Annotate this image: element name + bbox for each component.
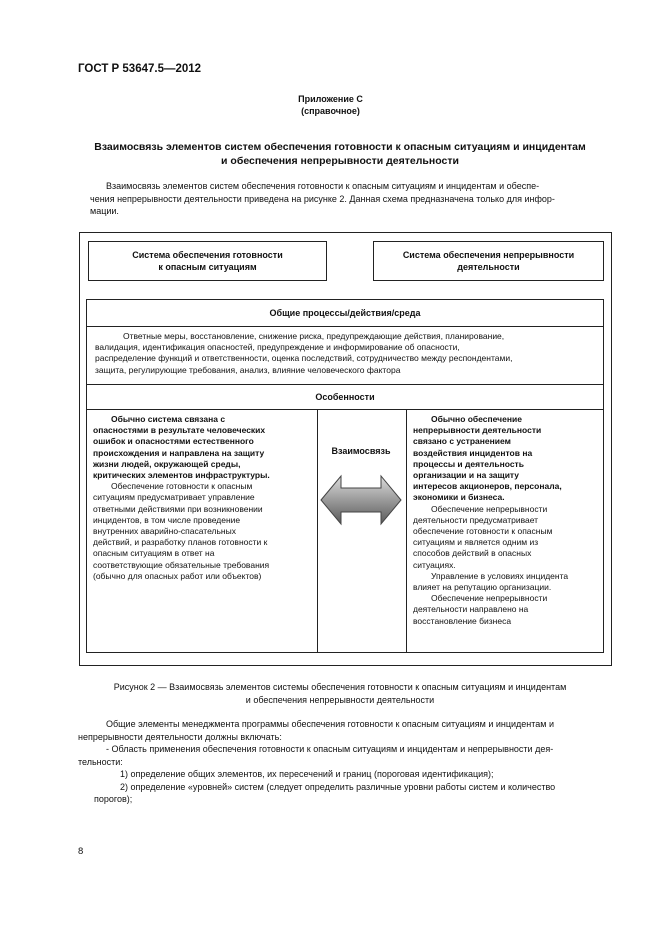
figure-caption (60, 681, 620, 706)
rf-n-2: деятельности предусматривает (413, 514, 539, 525)
common-text-line-4: защита, регулирующие требования, анализ, влияние человеческого фактора (95, 364, 401, 375)
rf-b-4: воздействия инцидентов на (413, 447, 533, 458)
list-item-1: 1) определение общих элементов, их пересечений и границ (пороговая идентификация); (120, 769, 494, 779)
lf-b-2: опасностями в результате человеческих (93, 425, 266, 436)
body-p1-line-2: непрерывности деятельности должны включать: (78, 731, 282, 742)
lf-n-4: инцидентов, в том числе проведение (93, 514, 241, 525)
double-arrow-icon (319, 470, 403, 530)
intro-line-3: мации. (90, 206, 119, 216)
preparedness-features-bold (93, 414, 311, 481)
appendix-label: Приложение С (298, 94, 363, 104)
relationship-arrow (319, 470, 403, 530)
rf-n-5: способов действий в опасных (413, 548, 532, 559)
intro-line-2: чения непрерывности деятельности приведена на рисунке 2. Данная схема предназначена только для инфор- (90, 193, 555, 204)
common-processes-text (95, 331, 595, 376)
list-item-2-line-2: порогов); (94, 794, 133, 804)
common-processes-frame (86, 299, 604, 653)
lf-n-7: опасным ситуациям в ответ на (93, 548, 215, 559)
rf-n-1: Обеспечение непрерывности (431, 503, 548, 514)
rf-b-3: связано с устранением (413, 436, 511, 447)
continuity-features-text (413, 414, 599, 627)
continuity-system-line-2: деятельности (457, 262, 520, 272)
continuity-features-normal (413, 504, 599, 627)
body-p2-line-1: - Область применения обеспечения готовности к опасным ситуациям и инцидентам и непрерывности дея- (106, 744, 554, 754)
body-p1-line-1: Общие элементы менеджмента программы обеспечения готовности к опасным ситуациям и инцидентам и (106, 719, 555, 729)
document-code: ГОСТ Р 53647.5—2012 (78, 63, 202, 75)
lf-n-1: Обеспечение готовности к опасным (111, 481, 253, 492)
common-processes-heading: Общие процессы/действия/среда (87, 300, 603, 327)
lf-b-5: жизни людей, окружающей среды, (93, 458, 241, 469)
common-text-line-2: валидация, идентификация опасностей, предупреждение и информирование об опасности, (95, 342, 460, 353)
lf-b-4: происхождения и направлена на защиту (93, 447, 265, 458)
preparedness-system-box (88, 241, 327, 281)
rf-n-4: ситуациям и является одним из (413, 537, 539, 548)
lf-b-3: ошибок и опасностями естественного (93, 436, 254, 447)
rf-n-9: Обеспечение непрерывности (431, 593, 548, 604)
rf-n-10: деятельности направлено на (413, 604, 529, 615)
rf-n-8: влияет на репутацию организации. (413, 582, 552, 593)
rf-b-5: процессы и деятельность (413, 458, 524, 469)
continuity-features-bold (413, 414, 599, 504)
lf-n-5: внутренних аварийно-спасательных (93, 526, 236, 537)
caption-line-1: Рисунок 2 — Взаимосвязь элементов системы обеспечения готовности к опасным ситуациям и инцидентам (113, 682, 567, 692)
rf-n-7: Управление в условиях инцидента (431, 570, 569, 581)
lf-n-6: действий, и разработку планов готовности к (93, 537, 268, 548)
preparedness-features-text (93, 414, 311, 582)
preparedness-features-box (87, 409, 318, 653)
body-p2-line-2: тельности: (78, 756, 123, 767)
continuity-features-box (406, 409, 603, 653)
figure-2-diagram (79, 232, 612, 666)
section-title (60, 140, 620, 168)
continuity-system-box (373, 241, 604, 281)
rf-b-8: экономики и бизнеса. (413, 492, 505, 503)
intro-paragraph (90, 180, 610, 218)
lf-n-3: ответными действиями при возникновении (93, 503, 263, 514)
lf-n-2: ситуациям предусматривает управление (93, 492, 255, 503)
rf-n-6: ситуациях. (413, 559, 456, 570)
list-item-2-line-1: 2) определение «уровней» систем (следует определить различные уровни работы систем и количество (120, 781, 556, 792)
rf-b-2: непрерывности деятельности (413, 425, 542, 436)
rf-n-11: восстановление бизнеса (413, 615, 512, 626)
lf-n-9: (обычно для опасных работ или объектов) (93, 570, 262, 581)
section-title-line-2: и обеспечения непрерывности деятельности (221, 155, 459, 167)
body-text (78, 718, 610, 806)
rf-b-1: Обычно обеспечение (431, 414, 522, 424)
common-text-line-1: Ответные меры, восстановление, снижение риска, предупреждающие действия, планирование, (123, 331, 505, 341)
lf-b-6: критических элементов инфраструктуры. (93, 470, 270, 481)
preparedness-system-line-1: Система обеспечения готовности (132, 250, 283, 260)
lf-n-8: соответствующие обязательные требования (93, 559, 270, 570)
section-title-line-1: Взаимосвязь элементов систем обеспечения готовности к опасным ситуациям и инцидентам (94, 141, 586, 153)
intro-line-1: Взаимосвязь элементов систем обеспечения готовности к опасным ситуациям и инцидентам и обеспе- (106, 181, 540, 191)
caption-line-2: и обеспечения непрерывности деятельности (245, 694, 435, 705)
preparedness-system-line-2: к опасным ситуациям (158, 262, 257, 272)
rf-b-7: интересов акционеров, персонала, (413, 481, 562, 492)
continuity-system-line-1: Система обеспечения непрерывности (402, 250, 575, 260)
preparedness-features-normal (93, 481, 311, 582)
rf-b-6: организации и на защиту (413, 470, 520, 481)
rf-n-3: обеспечение готовности к опасным (413, 526, 553, 537)
common-text-line-3: распределение функций и ответственности, оценка последствий, сотрудничество между респондентами, (95, 353, 513, 364)
lf-b-1: Обычно система связана с (111, 414, 226, 424)
relationship-label: Взаимосвязь (319, 446, 403, 456)
page-number: 8 (78, 846, 84, 857)
features-heading: Особенности (87, 384, 603, 410)
appendix-type: (справочное) (301, 106, 360, 116)
